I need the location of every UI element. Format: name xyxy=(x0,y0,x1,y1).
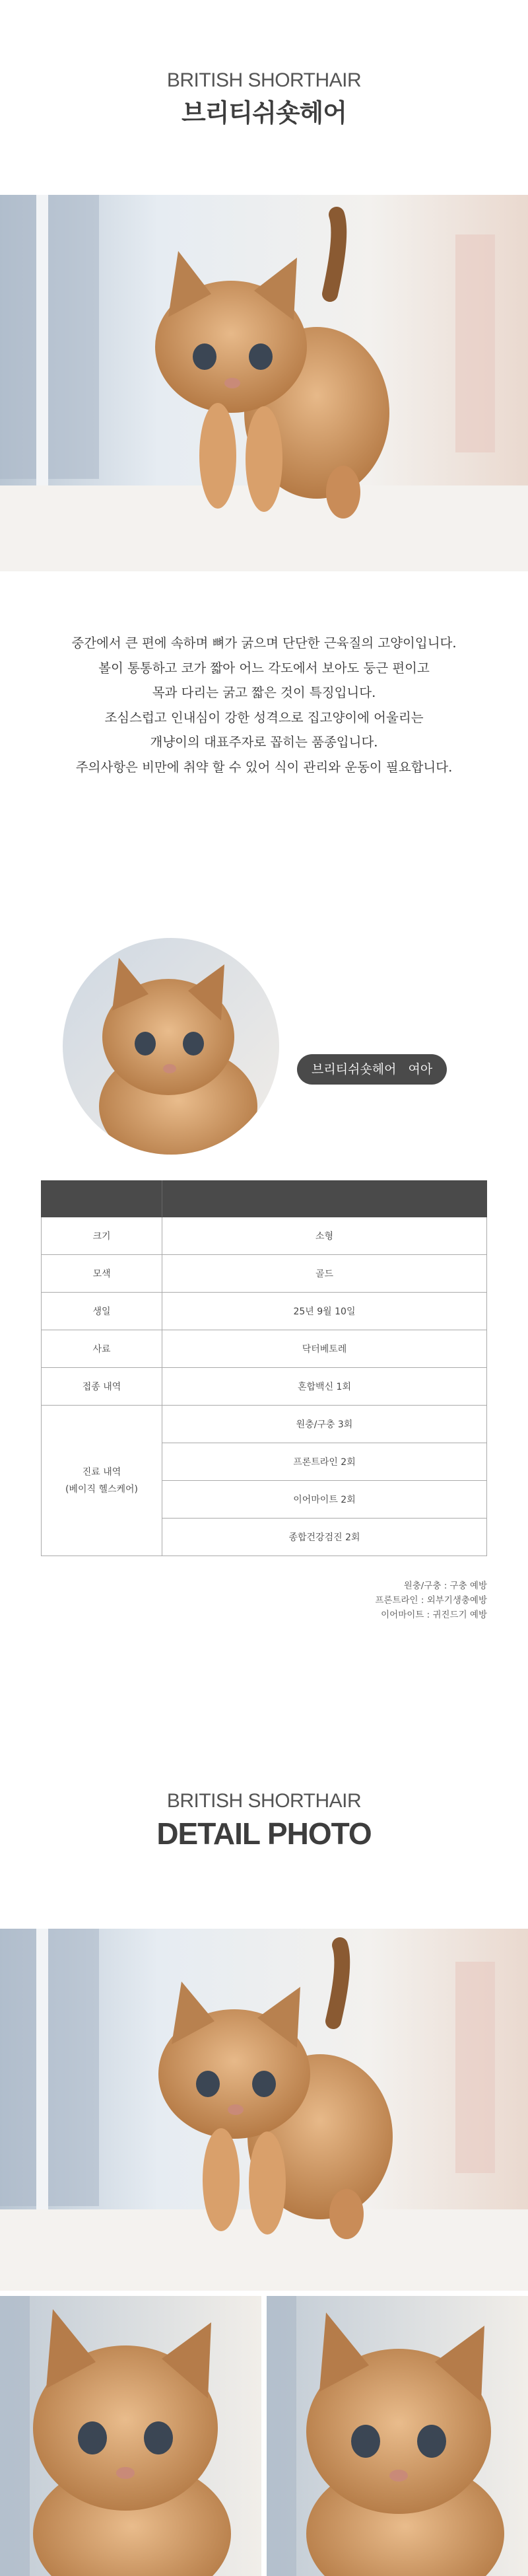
table-row xyxy=(42,1406,487,1443)
row-value: 소형 xyxy=(162,1217,487,1255)
description-line: 조심스럽고 인내심이 강한 성격으로 집고양이에 어울리는 xyxy=(104,709,424,725)
breed-eyebrow: BRITISH SHORTHAIR xyxy=(166,69,362,91)
row-value: 혼합백신 1회 xyxy=(162,1368,487,1406)
detail-kitten-closeup-right xyxy=(267,2296,528,2576)
table-header-cell xyxy=(162,1181,487,1217)
table-row xyxy=(42,1293,487,1330)
table-header-row xyxy=(42,1181,487,1217)
row-value: 골드 xyxy=(162,1255,487,1293)
care-item: 프론트라인 2회 xyxy=(162,1443,487,1481)
pill-breed: 브리티쉬숏헤어 xyxy=(312,1062,397,1077)
care-history-label xyxy=(42,1406,162,1556)
table-row xyxy=(42,1330,487,1368)
description-line: 목과 다리는 굵고 짧은 것이 특징입니다. xyxy=(152,685,376,700)
note-line: 프론트라인 : 외부기생충예방 xyxy=(375,1595,487,1606)
description-line: 주의사항은 비만에 취약 할 수 있어 식이 관리와 운동이 필요합니다. xyxy=(75,759,453,775)
breed-description xyxy=(0,631,528,779)
care-item: 이어마이트 2회 xyxy=(162,1481,487,1519)
description-line: 볼이 통통하고 코가 짧아 어느 각도에서 보아도 둥근 편이고 xyxy=(98,660,430,676)
row-label: 생일 xyxy=(42,1293,162,1330)
note-line: 이어마이트 : 귀진드기 예방 xyxy=(381,1610,487,1620)
care-item: 종합건강검진 2회 xyxy=(162,1519,487,1556)
row-label: 크기 xyxy=(42,1217,162,1255)
detail-title: DETAIL PHOTO xyxy=(156,1816,372,1851)
row-label: 접종 내역 xyxy=(42,1368,162,1406)
care-label-subtitle: (베이직 헬스케어) xyxy=(65,1484,139,1495)
care-label-title: 진료 내역 xyxy=(82,1466,121,1478)
pill-sex: 여아 xyxy=(408,1062,433,1077)
table-row xyxy=(42,1255,487,1293)
care-item: 원충/구충 3회 xyxy=(162,1406,487,1443)
page-header xyxy=(0,0,528,195)
table-row xyxy=(42,1368,487,1406)
breed-title: 브리티쉬숏헤어 xyxy=(182,98,346,127)
detail-kitten-photo xyxy=(0,1929,528,2291)
row-value: 25년 9월 10일 xyxy=(162,1293,487,1330)
description-line: 중간에서 큰 편에 속하며 뼈가 굵으며 단단한 근육질의 고양이입니다. xyxy=(71,635,457,651)
note-line: 원충/구충 : 구충 예방 xyxy=(403,1581,487,1591)
detail-kitten-closeup-left xyxy=(0,2296,261,2576)
row-label: 사료 xyxy=(42,1330,162,1368)
profile-kitten-photo xyxy=(63,938,279,1155)
info-table xyxy=(41,1180,487,1556)
care-notes xyxy=(375,1579,487,1622)
hero-kitten-photo xyxy=(0,195,528,571)
row-label: 모색 xyxy=(42,1255,162,1293)
row-value: 닥터베토레 xyxy=(162,1330,487,1368)
table-header-cell xyxy=(42,1181,162,1217)
description-line: 개냥이의 대표주자로 꼽히는 품종입니다. xyxy=(150,734,378,750)
breed-sex-pill xyxy=(297,1054,447,1085)
table-row xyxy=(42,1217,487,1255)
detail-eyebrow: BRITISH SHORTHAIR xyxy=(166,1790,362,1812)
